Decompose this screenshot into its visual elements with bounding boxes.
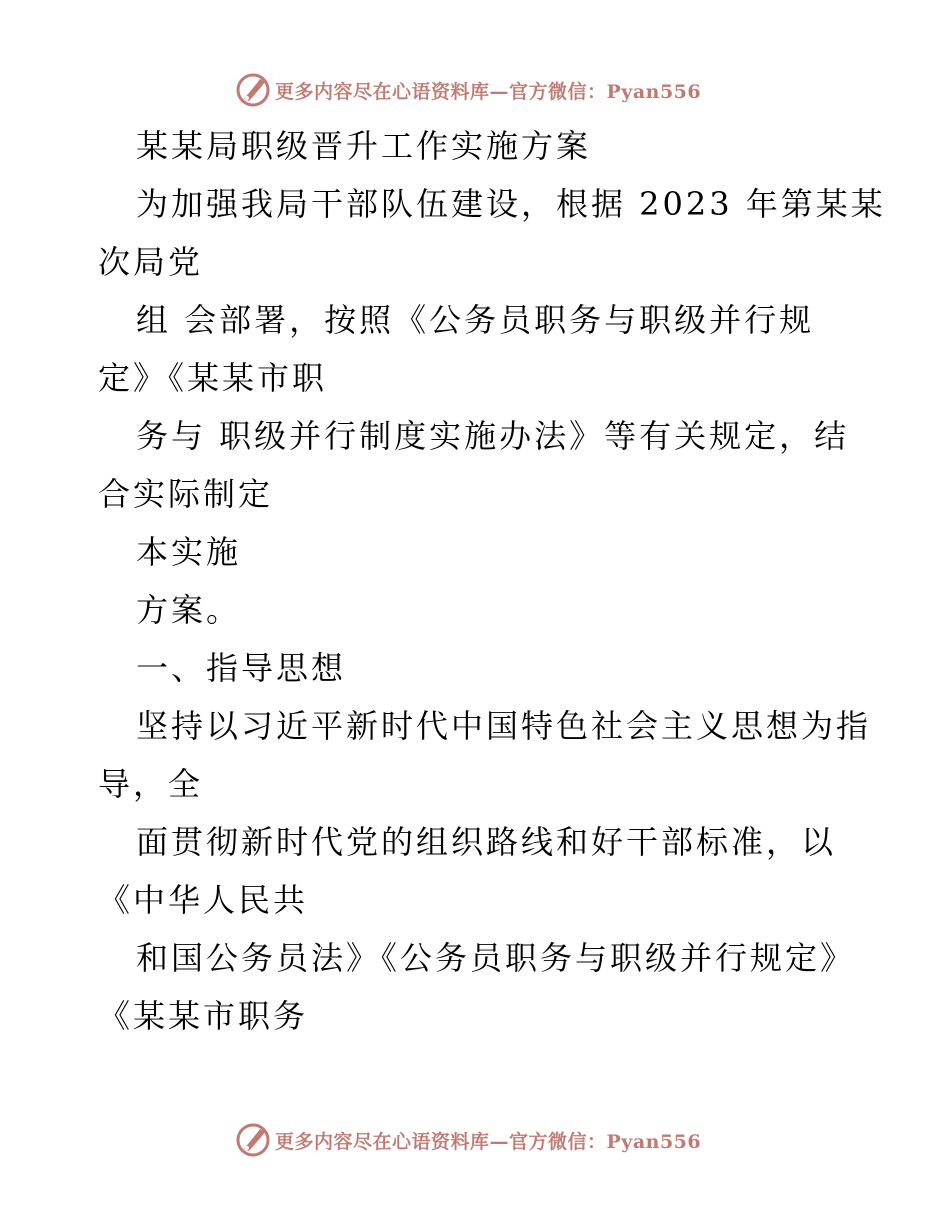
header-watermark [235,72,701,108]
doc-line: 《中华人民共 [98,881,309,919]
fountain-pen-seal-icon [235,1122,271,1158]
header-watermark-text: 更多内容尽在心语资料库—官方微信：Pyan556 [275,80,702,103]
doc-line: 本实施 [136,533,242,571]
doc-line: 《某某市职务 [98,997,309,1035]
doc-line: 定》《某某市职 [98,359,328,397]
doc-line: 方案。 [136,591,242,629]
doc-line: 和国公务员法》《公务员职务与职级并行规定》 [136,939,856,977]
doc-line: 面贯彻新时代党的组织路线和好干部标准，以 [136,823,837,861]
footer-watermark-text: 更多内容尽在心语资料库—官方微信：Pyan556 [275,1130,702,1153]
doc-title: 某某局职级晋升工作实施方案 [136,127,592,165]
doc-line: 合实际制定 [98,475,274,513]
fountain-pen-seal-icon [235,72,271,108]
doc-line: 为加强我局干部队伍建设，根据 2023 年第某某 [136,185,886,223]
doc-line: 务与 职级并行制度实施办法》等有关规定，结 [136,417,850,455]
footer-watermark [235,1122,701,1158]
doc-line: 坚持以习近平新时代中国特色社会主义思想为指 [136,707,872,745]
section-heading: 一、指导思想 [136,649,347,687]
doc-line: 次局党 [98,243,204,281]
doc-line: 组 会部署，按照《公务员职务与职级并行规 [136,301,815,339]
doc-line: 导，全 [98,765,204,803]
